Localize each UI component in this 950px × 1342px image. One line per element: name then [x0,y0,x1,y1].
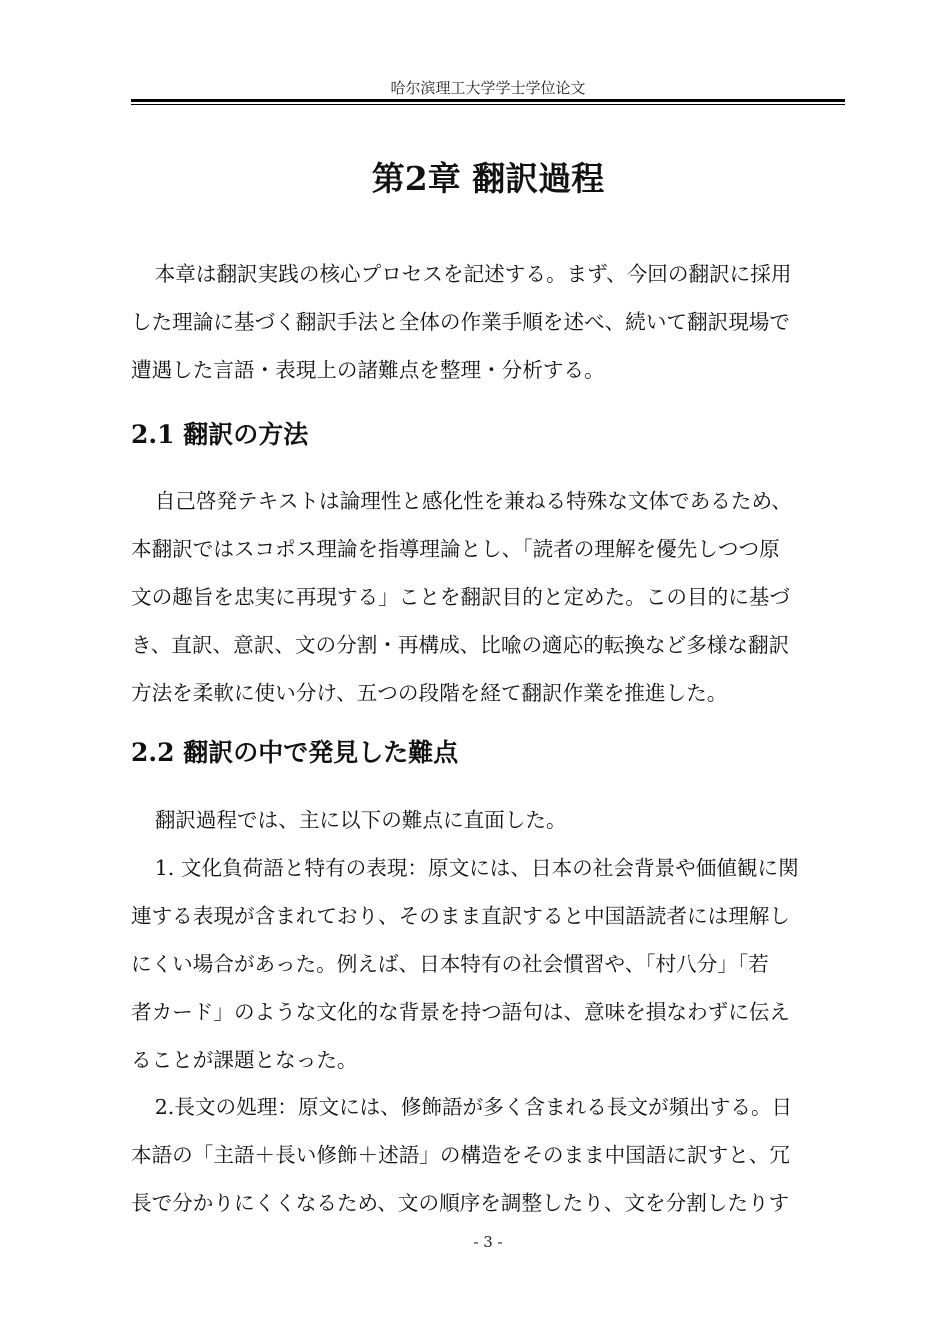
section-2-1-line: き、直訳、意訳、文の分割・再構成、比喩の適応的転換など多様な翻訳 [131,633,790,657]
running-header: 哈尔滨理工大学学士学位论文 [390,79,586,97]
header-rule-thick [131,99,845,102]
chapter-title: 第2章 翻訳過程 [371,159,605,198]
section-2-1-line: 本翻訳ではスコポス理論を指導理論とし、「読者の理解を優先しつつ原 [131,537,780,561]
point-1-line: ることが課題となった。 [131,1048,358,1072]
chapter-intro-line: した理論に基づく翻訳手法と全体の作業手順を述べ、続いて翻訳現場で [131,310,790,334]
section-heading-2-1: 2.1 翻訳の方法 [131,420,309,449]
section-2-2-intro-line: 翻訳過程では、主に以下の難点に直面した。 [154,808,567,832]
section-2-1-line: 方法を柔軟に使い分け、五つの段階を経て翻訳作業を推進した。 [131,681,728,705]
header-rule-thin [131,104,845,105]
difficulty-point-1 [131,844,845,1084]
point-1-line: 連する表現が含まれており、そのまま直訳すると中国語読者には理解し [131,904,790,928]
section-2-1-line: 文の趣旨を忠実に再現する」ことを翻訳目的と定めた。この目的に基づ [131,585,790,609]
point-1-line: にくい場合があった。例えば、日本特有の社会慣習や、「村八分」「若 [131,952,769,976]
point-2-line: 本語の「主語＋長い修飾＋述語」の構造をそのまま中国語に訳すと、冗 [131,1143,790,1167]
section-2-1-paragraph [131,477,845,717]
section-2-2-intro [131,796,845,844]
chapter-intro-paragraph [131,250,845,394]
point-1-line: 1. 文化負荷語と特有の表現：原文には、日本の社会背景や価値観に関 [154,856,799,880]
point-2-line: 2.長文の処理：原文には、修飾語が多く含まれる長文が頻出する。日 [154,1095,793,1119]
chapter-intro-line: 本章は翻訳実践の核心プロセスを記述する。まず、今回の翻訳に採用 [154,262,792,286]
point-2-line: 長で分かりにくくなるため、文の順序を調整したり、文を分割したりす [131,1191,790,1215]
section-heading-2-2: 2.2 翻訳の中で発見した難点 [131,738,459,767]
point-1-line: 者カード」のような文化的な背景を持つ語句は、意味を損なわずに伝え [131,1000,790,1024]
chapter-intro-line: 遭遇した言語・表現上の諸難点を整理・分析する。 [131,358,605,382]
section-2-1-line: 自己啓発テキストは論理性と感化性を兼ねる特殊な文体であるため、 [154,489,792,513]
page-number: - 3 - [473,1233,503,1251]
difficulty-point-2 [131,1083,845,1227]
